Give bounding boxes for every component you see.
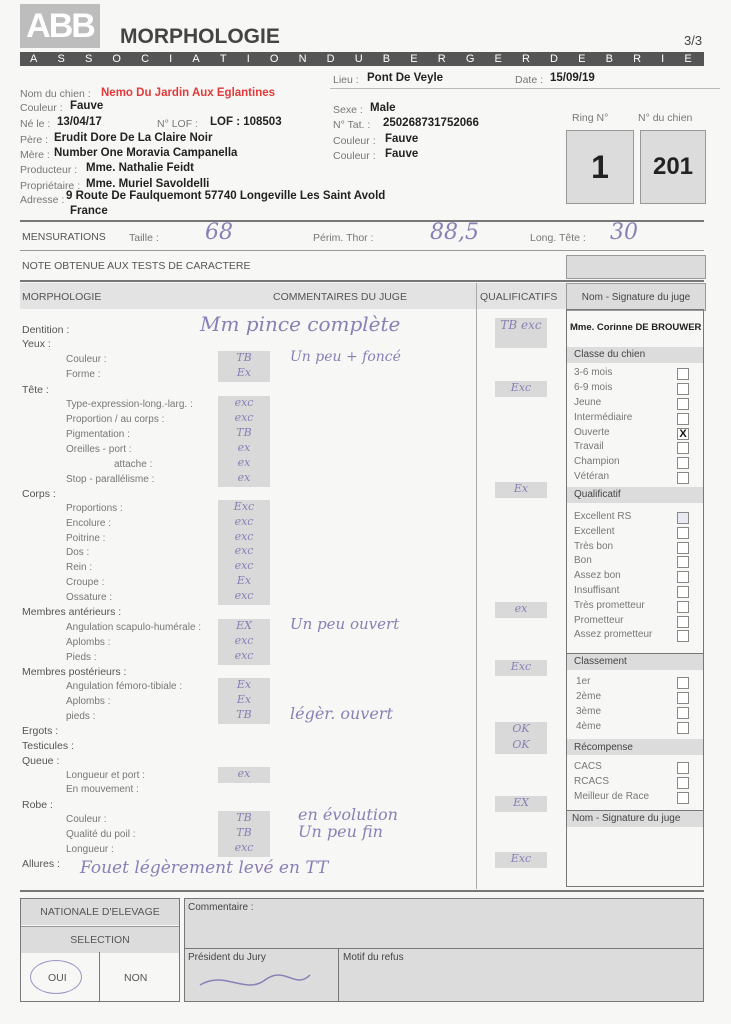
nom-label: Nom du chien : (20, 88, 91, 100)
longueur-port-value: ex (218, 767, 270, 783)
croupe-value: Ex (218, 574, 270, 590)
classe-checkbox-checked[interactable]: X (677, 428, 689, 440)
qualificatif-item: Excellent RS (574, 511, 632, 522)
lof-value: LOF : 108503 (210, 116, 282, 128)
nationale-label: NATIONALE D'ELEVAGE (40, 906, 160, 918)
robe-qualif: EX (495, 796, 547, 812)
pieds-p-label: pieds : (66, 711, 96, 722)
president-label: Président du Jury (188, 952, 266, 963)
dentition-comment: Mm pince complète (200, 312, 401, 336)
aplombs-a-value: exc (218, 634, 270, 650)
encolure-label: Encolure : (66, 518, 112, 529)
classement-checkbox[interactable] (677, 692, 689, 704)
classe-checkbox[interactable] (677, 368, 689, 380)
robe-couleur-comment: en évolution (298, 805, 398, 824)
angulation-ft-value: Ex (218, 678, 270, 694)
proportion-value: exc (218, 411, 270, 427)
oui-option[interactable]: OUI (48, 972, 67, 984)
morpho-header: MORPHOLOGIE (22, 291, 102, 303)
yeux-label: Yeux : (22, 338, 51, 350)
attache-value: ex (218, 456, 270, 472)
pieds-a-value: exc (218, 649, 270, 665)
qualificatif-item: Très bon (574, 541, 614, 552)
poitrine-label: Poitrine : (66, 533, 106, 544)
date-value: 15/09/19 (550, 72, 595, 84)
queue-label: Queue : (22, 755, 60, 767)
allures-comment: Fouet légèrement levé en TT (80, 858, 329, 878)
oreilles-label: Oreilles - port : (66, 444, 132, 455)
rein-value: exc (218, 559, 270, 575)
ne-value: 13/04/17 (57, 116, 102, 128)
stop-value: ex (218, 471, 270, 487)
posterieurs-qualif: Exc (495, 660, 547, 676)
comments-header: COMMENTAIRES DU JUGE (273, 291, 407, 303)
dog-number: 201 (640, 130, 706, 204)
recompense-item: Meilleur de Race (574, 791, 650, 802)
classe-item: Travail (574, 441, 604, 452)
aplombs-p-label: Aplombs : (66, 696, 111, 707)
ergots-qualif: OK (495, 722, 547, 738)
qualificatif-item: Bon (574, 555, 592, 566)
tat-value: 250268731752066 (383, 117, 479, 129)
qualificatif-title: Qualificatif (574, 489, 621, 500)
couleur-label: Couleur : (20, 102, 63, 114)
classement-checkbox[interactable] (677, 707, 689, 719)
adresse-line1: 9 Route De Faulquemont 57740 Longeville Les Saint Avold (66, 190, 386, 202)
proportions-value: Exc (218, 500, 270, 516)
recompense-title: Récompense (574, 742, 633, 753)
sig2-title: Nom - Signature du juge (572, 813, 681, 824)
page-title: MORPHOLOGIE (120, 25, 280, 48)
ergots-label: Ergots : (22, 725, 59, 737)
classe-checkbox[interactable] (677, 413, 689, 425)
dentition-label: Dentition : (22, 324, 70, 336)
qualificatif-item: Assez prometteur (574, 629, 653, 640)
classe-checkbox[interactable] (677, 398, 689, 410)
poitrine-value: exc (218, 530, 270, 546)
classe-checkbox[interactable] (677, 442, 689, 454)
attache-label: attache : (114, 459, 153, 470)
recompense-checkbox[interactable] (677, 792, 689, 804)
robe-couleur-value: TB (218, 811, 270, 827)
sig-header: Nom - Signature du juge (566, 283, 706, 311)
mere-value: Number One Moravia Campanella (54, 147, 238, 159)
couleur-pere-label: Couleur : (333, 135, 376, 147)
pere-value: Erudit Dore De La Claire Noir (54, 132, 213, 144)
testicules-label: Testicules : (22, 740, 74, 752)
taille-label: Taille : (129, 232, 159, 244)
pieds-p-value: TB (218, 708, 270, 724)
corps-qualif: Ex (495, 482, 547, 498)
tete-label: Long. Tête : (530, 232, 586, 244)
sexe-label: Sexe : (333, 104, 363, 116)
motif-label: Motif du refus (343, 952, 404, 963)
qualificatif-item: Insuffisant (574, 585, 620, 596)
recompense-checkbox[interactable] (677, 777, 689, 789)
classement-item: 2ème (576, 691, 602, 702)
proportion-label: Proportion / au corps : (66, 414, 165, 425)
lieu-label: Lieu : (333, 74, 359, 86)
recompense-checkbox[interactable] (677, 762, 689, 774)
robe-couleur-label: Couleur : (66, 814, 107, 825)
tete-qualif: Exc (495, 381, 547, 397)
anterieurs-label: Membres antérieurs : (22, 606, 122, 618)
couleur-mere-value: Fauve (385, 148, 419, 160)
longueur-value: exc (218, 841, 270, 857)
couleur-value: Fauve (70, 100, 104, 112)
proportions-label: Proportions : (66, 503, 123, 514)
allures-label: Allures : (22, 858, 60, 870)
dos-value: exc (218, 544, 270, 560)
proprietaire-label: Propriétaire : (20, 180, 81, 192)
yeux-couleur-comment: Un peu + foncé (290, 349, 401, 365)
classe-item: 3-6 mois (574, 367, 613, 378)
classement-item: 1er (576, 676, 591, 687)
classe-item: Vétéran (574, 471, 610, 482)
type-value: exc (218, 396, 270, 412)
lof-label: N° LOF : (157, 118, 198, 130)
stop-label: Stop - parallélisme : (66, 474, 155, 485)
classement-item: 4ème (576, 721, 602, 732)
qualificatif-checkbox[interactable] (677, 601, 689, 613)
non-option[interactable]: NON (124, 972, 148, 984)
rein-label: Rein : (66, 562, 93, 573)
qualificatif-item: Prometteur (574, 615, 624, 626)
longueur-port-label: Longueur et port : (66, 770, 145, 781)
date-label: Date : (515, 74, 544, 86)
qualificatif-item: Très prometteur (574, 600, 645, 611)
mere-label: Mère : (20, 149, 50, 161)
tete-label-row: Tête : (22, 384, 49, 396)
qualificatif-item: Assez bon (574, 570, 621, 581)
perim-value: 88,5 (430, 220, 479, 245)
angulation-sh-value: EX (218, 619, 270, 635)
classe-item: Champion (574, 456, 620, 467)
yeux-couleur-value: TB (218, 351, 270, 367)
mouvement-label: En mouvement : (66, 784, 139, 795)
yeux-forme-value: Ex (218, 366, 270, 382)
couleur-mere-label: Couleur : (333, 150, 376, 162)
president-signature (195, 965, 315, 999)
adresse-label: Adresse : (20, 194, 65, 206)
qualificatif-checkbox[interactable] (677, 527, 689, 539)
ne-label: Né le : (20, 118, 51, 130)
classement-checkbox[interactable] (677, 677, 689, 689)
aplombs-a-label: Aplombs : (66, 637, 111, 648)
yeux-couleur-label: Couleur : (66, 354, 107, 365)
classement-title: Classement (574, 656, 627, 667)
producteur-label: Producteur : (20, 164, 78, 176)
classe-item: Jeune (574, 397, 602, 408)
qualificatif-item: Excellent (574, 526, 615, 537)
couleur-pere-value: Fauve (385, 133, 419, 145)
pieds-a-label: Pieds : (66, 652, 97, 663)
qualite-value: TB (218, 826, 270, 842)
classe-checkbox[interactable] (677, 457, 689, 469)
croupe-label: Croupe : (66, 577, 105, 588)
ring-number: 1 (566, 130, 634, 204)
classe-item: Intermédiaire (574, 412, 633, 423)
qualificatif-checkbox[interactable] (677, 586, 689, 598)
classe-checkbox[interactable] (677, 472, 689, 484)
qualificatif-checkbox[interactable] (677, 616, 689, 628)
recompense-item: CACS (574, 761, 602, 772)
allures-qualif: Exc (495, 852, 547, 868)
page-number: 3/3 (684, 33, 703, 48)
type-label: Type-expression-long.-larg. : (66, 399, 193, 410)
posterieurs-label: Membres postérieurs : (22, 666, 127, 678)
sexe-value: Male (370, 102, 396, 114)
ossature-value: exc (218, 589, 270, 605)
pigmentation-label: Pigmentation : (66, 429, 130, 440)
classement-checkbox[interactable] (677, 722, 689, 734)
chien-num-label: N° du chien (638, 112, 693, 124)
qualite-label: Qualité du poil : (66, 829, 136, 840)
pigmentation-value: TB (218, 426, 270, 442)
qualificatif-checkbox[interactable] (677, 571, 689, 583)
qualite-comment: Un peu fin (298, 822, 383, 841)
selection-label: SELECTION (70, 934, 130, 946)
recompense-item: RCACS (574, 776, 610, 787)
corps-label: Corps : (22, 488, 56, 500)
oreilles-value: ex (218, 441, 270, 457)
qualificatif-checkbox-checked[interactable] (677, 512, 689, 524)
producteur-value: Mme. Nathalie Feidt (86, 162, 194, 174)
ring-label: Ring N° (572, 112, 609, 124)
longueur-label: Longueur : (66, 844, 114, 855)
pere-label: Père : (20, 134, 49, 146)
yeux-forme-label: Forme : (66, 369, 101, 380)
note-caractere-box (566, 255, 706, 279)
angulation-sh-label: Angulation scapulo-humérale : (66, 622, 202, 633)
lieu-value: Pont De Veyle (367, 72, 444, 84)
taille-value: 68 (205, 220, 233, 245)
proprietaire-value: Mme. Muriel Savoldelli (86, 178, 210, 190)
association-banner: A S S O C I A T I O N D U B E R G E R D E B R I E (20, 52, 704, 66)
commentaire-label: Commentaire : (188, 902, 254, 913)
tat-label: N° Tat. : (333, 119, 371, 131)
note-caractere-label: NOTE OBTENUE AUX TESTS DE CARACTERE (22, 260, 251, 272)
classe-item: Ouverte (574, 427, 610, 438)
dos-label: Dos : (66, 547, 90, 558)
qualificatif-checkbox[interactable] (677, 542, 689, 554)
testicules-qualif: OK (495, 738, 547, 754)
qualificatif-checkbox[interactable] (677, 630, 689, 642)
abb-logo: ABB (20, 4, 100, 48)
angulation-sh-comment: Un peu ouvert (290, 615, 400, 633)
qualif-header: QUALIFICATIFS (480, 291, 558, 303)
mensurations-label: MENSURATIONS (22, 231, 106, 243)
judge-name: Mme. Corinne DE BROUWER (570, 322, 702, 333)
pieds-p-comment: légèr. ouvert (290, 704, 393, 723)
qualificatif-checkbox[interactable] (677, 556, 689, 568)
perim-label: Périm. Thor : (313, 232, 374, 244)
anterieurs-qualif: ex (495, 602, 547, 618)
tete-value: 30 (610, 220, 638, 245)
nom-value: Nemo Du Jardin Aux Eglantines (101, 87, 276, 99)
oui-circle-mark (30, 960, 82, 994)
dentition-qualif: TB exc (495, 318, 547, 348)
angulation-ft-label: Angulation fémoro-tibiale : (66, 681, 183, 692)
aplombs-p-value: Ex (218, 693, 270, 709)
classe-title: Classe du chien (574, 349, 646, 360)
classement-item: 3ème (576, 706, 602, 717)
classe-item: 6-9 mois (574, 382, 613, 393)
classe-checkbox[interactable] (677, 383, 689, 395)
adresse-line2: France (70, 205, 108, 217)
encolure-value: exc (218, 515, 270, 531)
robe-label: Robe : (22, 799, 53, 811)
ossature-label: Ossature : (66, 592, 113, 603)
